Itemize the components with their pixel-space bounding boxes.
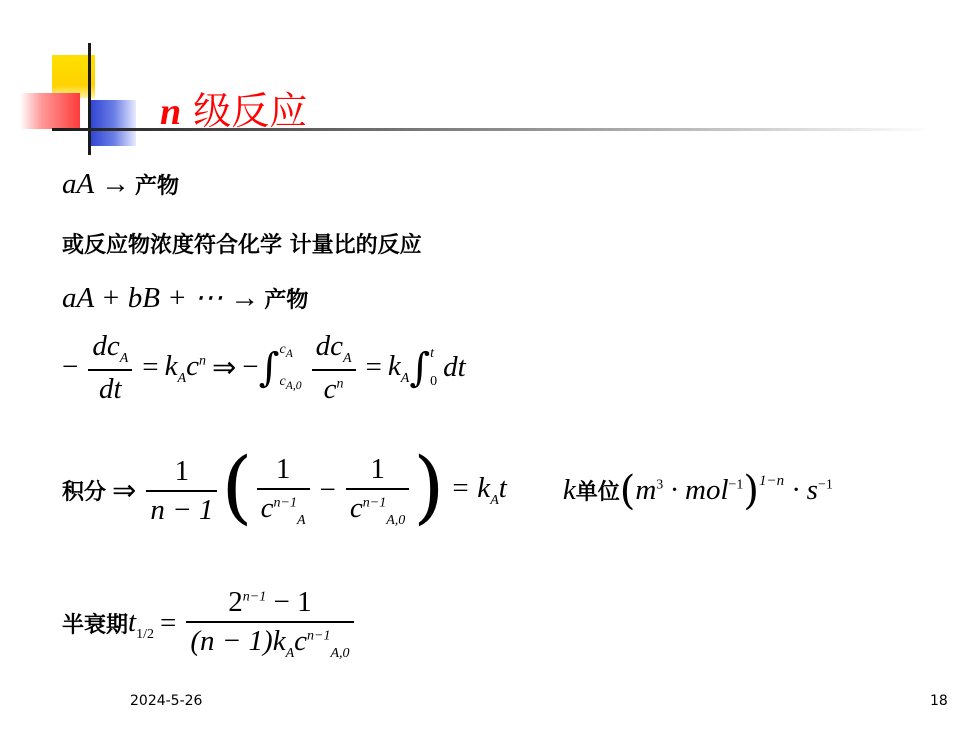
title-variable: n xyxy=(160,91,182,133)
slide-title xyxy=(160,80,307,135)
integration-label: 积分 xyxy=(62,480,107,505)
inverse-conc-fraction: $\frac{1}{c^{n-1}_A}$ xyxy=(257,453,310,529)
title-text: 级反应 xyxy=(193,89,308,133)
integrated-equation: 积分 ⇒ $\frac{1}{n - 1}$ ( $\frac{1}{c^{n-1}_A}$ − $\frac{1}{c^{n-1}_{A,0}}$ ) = $k_At$ k 单位 ( $m^3 \cdot mol^{-1}$ ) 1−n · $s^{-1}$ xyxy=(62,440,833,533)
inverse-initial-conc-fraction: $\frac{1}{c^{n-1}_{A,0}}$ xyxy=(346,453,409,529)
coefficient-fraction: $\frac{1}{n - 1}$ xyxy=(146,455,217,527)
rate-equation: − $\frac{dc_A}{dt}$ = $k_Ac^n$ ⇒ − ∫ $c_A$ $c_{A,0}$ $\frac{dc_A}{c^n}$ = $k_A$ ∫ t 0 dt xyxy=(62,330,466,405)
integrand-fraction: $\frac{dc_A}{c^n}$ xyxy=(312,330,356,406)
unit-label: 单位 xyxy=(575,480,620,505)
rate-term: $k_Ac^n$ xyxy=(164,349,206,386)
integral-sign-2: ∫ xyxy=(409,344,431,391)
integral-limits: $c_A$ $c_{A,0}$ xyxy=(279,342,302,392)
minus-sign: − xyxy=(62,351,79,384)
reaction-line-2 xyxy=(62,280,308,315)
implies-arrow: ⇒ xyxy=(211,352,237,385)
condition-line xyxy=(62,228,422,259)
reaction-line-1 xyxy=(62,168,179,201)
footer-date: 2024-5-26 xyxy=(130,693,203,709)
unit-expression: $m^3 \cdot mol^{-1}$ xyxy=(635,474,744,506)
half-life-label: 半衰期 xyxy=(62,613,129,639)
product-label: 产物 xyxy=(135,174,180,199)
reaction-expression-2: aA + bB + ⋯ → xyxy=(62,282,260,314)
derivative-fraction: $\frac{dc_A}{dt}$ xyxy=(88,330,132,406)
integral-limits-2: t 0 xyxy=(430,345,438,389)
half-life-equation: 半衰期 $t_{1/2}$ = $\frac{2^{n-1} - 1}{(n - 1)k_Ac^{n-1}_{A,0}}$ xyxy=(62,586,358,662)
red-square-decoration xyxy=(20,93,80,129)
reaction-expression: aA → xyxy=(62,168,130,200)
condition-text: 或反应物浓度符合化学 计量比的反应 xyxy=(62,233,422,258)
page-number: 18 xyxy=(930,693,948,709)
vertical-rule xyxy=(88,43,91,155)
integral-sign: ∫ xyxy=(258,344,280,391)
half-life-symbol: $t_{1/2}$ xyxy=(128,605,154,642)
product-label-2: 产物 xyxy=(264,288,309,313)
half-life-fraction: $\frac{2^{n-1} - 1}{(n - 1)k_Ac^{n-1}_{A,0}}$ xyxy=(186,586,353,662)
blue-square-decoration xyxy=(88,100,136,146)
